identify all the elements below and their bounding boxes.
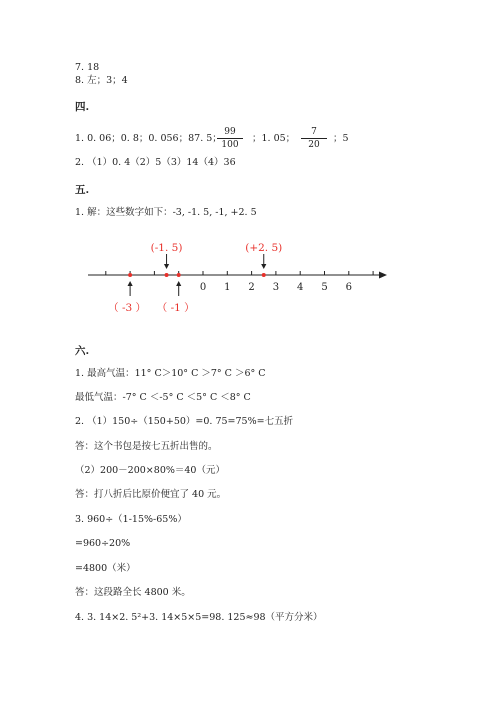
section-6-line-2c: 答：打八折后比原价便宜了 40 元。 [75,489,227,500]
section-6-line-3a: =960÷20% [75,538,131,549]
section-5-line-1: 1. 解：这些数字如下：-3, -1. 5, -1, +2. 5 [75,207,257,218]
point-marker [177,273,181,277]
tick-label: 4 [297,282,304,293]
section-6-line-3c: 答：这段路全长 4800 米。 [75,587,191,598]
section-6-line-1b: 最低气温：-7° C ＜-5° C ＜5° C ＜8° C [75,392,251,403]
section-6-line-1: 1. 最高气温：11° C＞10° C ＞7° C ＞6° C [75,368,266,379]
section-6-heading: 六. [75,345,90,357]
fraction-numerator: 99 [217,127,243,139]
down-arrow-head-icon [164,264,169,269]
number-line-figure [85,240,395,320]
point-marker [128,273,132,277]
tick-label: 2 [248,282,255,293]
tick-label: 6 [345,282,352,293]
tick-label: 0 [199,282,207,293]
section-4-heading: 四. [75,101,90,113]
section-6-line-2a: 答：这个书包是按七五折出售的。 [75,441,218,452]
fraction-denominator: 20 [308,140,320,150]
tick-label: 5 [321,282,328,293]
tick-label: 3 [272,282,280,293]
up-arrow-head-icon [176,281,181,286]
point-marker [165,273,169,277]
section-4-line-1c: ；5 [333,133,349,144]
line-8: 8. 左；3；4 [75,75,128,86]
down-arrow-head-icon [261,264,266,269]
section-4-line-1b: ；1. 05； [252,133,296,144]
tick-label: 1 [224,282,231,293]
up-arrow-head-icon [128,281,133,286]
section-5-heading: 五. [75,184,90,196]
section-6-line-2: 2. （1）150÷（150+50）=0. 75=75%=七五折 [75,416,294,427]
section-6-line-4: 4. 3. 14×2. 5²+3. 14×5×5=98. 125≈98（平方分米） [75,612,323,623]
fraction-numerator: 7 [301,127,327,139]
point-label: (-1. 5) [150,242,183,254]
point-marker [262,273,266,277]
point-label: （ -3 ） [108,302,147,314]
section-4-line-1a: 1. 0. 06；0. 8；0. 056；87. 5； [75,133,222,144]
axis-arrow-icon [379,272,387,279]
line-7: 7. 18 [75,62,100,73]
point-label: （ -1 ） [156,302,195,314]
section-6-line-3b: =4800（米） [75,563,136,574]
point-label: (+2. 5) [245,242,283,254]
section-6-line-3: 3. 960÷（1-15%-65%） [75,514,187,525]
section-4-line-2: 2. （1）0. 4（2）5（3）14（4）36 [75,157,236,168]
section-6-line-2b: （2）200－200×80%＝40（元） [75,465,225,476]
fraction-99-100 [217,127,243,150]
fraction-7-20 [301,127,327,150]
fraction-denominator: 100 [221,140,239,150]
